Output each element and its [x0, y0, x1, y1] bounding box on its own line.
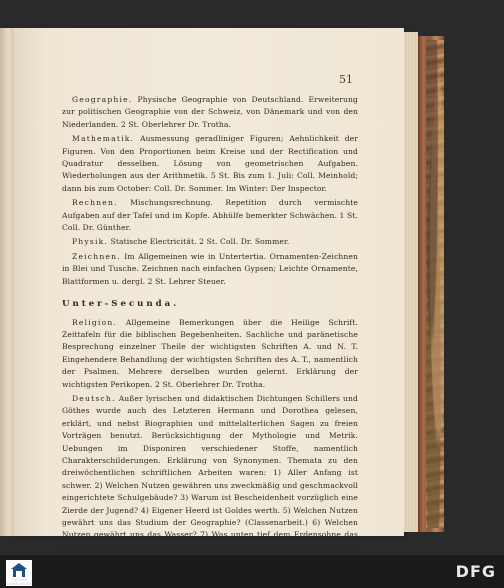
paragraph-lead: Zeichnen. [72, 251, 121, 261]
page-text [62, 94, 358, 581]
paragraph-body: Außer lyrischen und didaktischen Dichtungen Schillers und Göthes wurde auch des Letzteren Hermann und Dorothea gelesen, erklärt, und nebst Biographien und mittelalterlichen Sagen zu freien Vorträgen benutzt. Berücksichtigung der Mythologie und Metrik. Uebungen im Disponiren verschiedener Stoffe, namentlich Charakterschilderungen. Erklärung von Synonymen. Themata zu den dreiwöchentlichen schriftlichen Arbeiten waren: 1) Aller Anfang ist schwer. 2) Welchen Nutzen gewähren uns zweckmäßig und geschmackvoll eingerichtete Schulgebäude? 3) Warum ist Bescheidenheit vorzüglich eine Zierde der Jugend? 4) Eigener Heerd ist Goldes werth. 5) Welchen Nutzen gewährt uns das Studium der Geographie? (Classenarbeit.) 6) Welchen Nutzen gewährt uns das Wasser? 7) Was unten tief dem Erdensohne das wechselnde Verhängniß bringt, das schlägt an die metall'ne Krone, die es [62, 393, 358, 552]
paragraph-deutsch [62, 393, 358, 579]
paragraph-lead: Deutsch. [72, 393, 116, 403]
paragraph-rechnen [62, 197, 358, 234]
marbled-edge [426, 40, 444, 528]
viewer-footer [0, 555, 504, 588]
paragraph-body: Physische Geographie von Deutschland. Erweiterung zur politischen Geographie von der Schweiz, von Dänemark und von den Niederlanden. 2 St. Oberlehrer Dr. Trotha. [62, 95, 358, 129]
paragraph-mathematik [62, 133, 358, 195]
paragraph-body: Im Allgemeinen wie in Untertertia. Ornamenten-Zeichnen in Blei und Tusche. Zeichnen nach einfachen Gypsen; Leichte Ornamente, Blattformen u. dergl. 2 St. Lehrer Steuer. [62, 251, 358, 286]
page-number: 51 [339, 73, 353, 86]
section-heading: Unter-Secunda. [62, 299, 180, 310]
paragraph-geographie [62, 94, 358, 131]
paragraph-body: Mischungsrechnung. Repetition durch vermischte Aufgaben auf der Tafel und im Kopfe. Abhülfe bemerkter Schwächen. 1 St. Coll. Dr. Günther. [62, 198, 358, 233]
paragraph-body: Statische Electricität. 2 St. Coll. Dr. Sommer. [108, 237, 290, 247]
paragraph-lead: Rechnen. [72, 198, 118, 208]
paragraph-lead: Physik. [72, 237, 109, 247]
logo-label: DIGITALE SAMMLUNGEN [6, 578, 32, 586]
page-edges [404, 32, 418, 532]
left-page-edge [0, 28, 14, 536]
paragraph-physik [62, 236, 358, 248]
dfg-logo: DFG [455, 562, 496, 581]
paragraph-religion [62, 317, 358, 391]
paragraph-lead: Religion. [72, 317, 118, 327]
paragraph-lead: Mathematik. [72, 134, 135, 144]
paragraph-body: Allgemeine Bemerkungen über die Heilige Schrift. Zeittafeln für die biblischen Begebenheiten. Sachliche und paränetische Besprechung einzelner Theile der wichtigsten Schriften A. und N. T. Eingehendere Behandlung der wichtigsten Schriften des A. T., namentlich der Psalmen. Mehrere derselben wurden gelernt. Erklärung der wichtigsten Perikopen. 2 St. Oberlehrer Dr. Trotha. [62, 317, 358, 389]
paragraph-body: Ausmessung geradliniger Figuren; Aehnlichkeit der Figuren. Von den Proportionen beim Kreise und der Rectification und Quadratur desselben. Lösung von geometrischen Aufgaben. Wiederholungen aus der Arithmetik. 5 St. Bis zum 1. Juli: Coll. Meinhold; dann bis zum October: Coll. Dr. Sommer. Im Winter: Der Inspector. [62, 134, 358, 193]
paragraph-lead: Geographie. [72, 95, 133, 104]
paragraph-zeichnen [62, 251, 358, 288]
